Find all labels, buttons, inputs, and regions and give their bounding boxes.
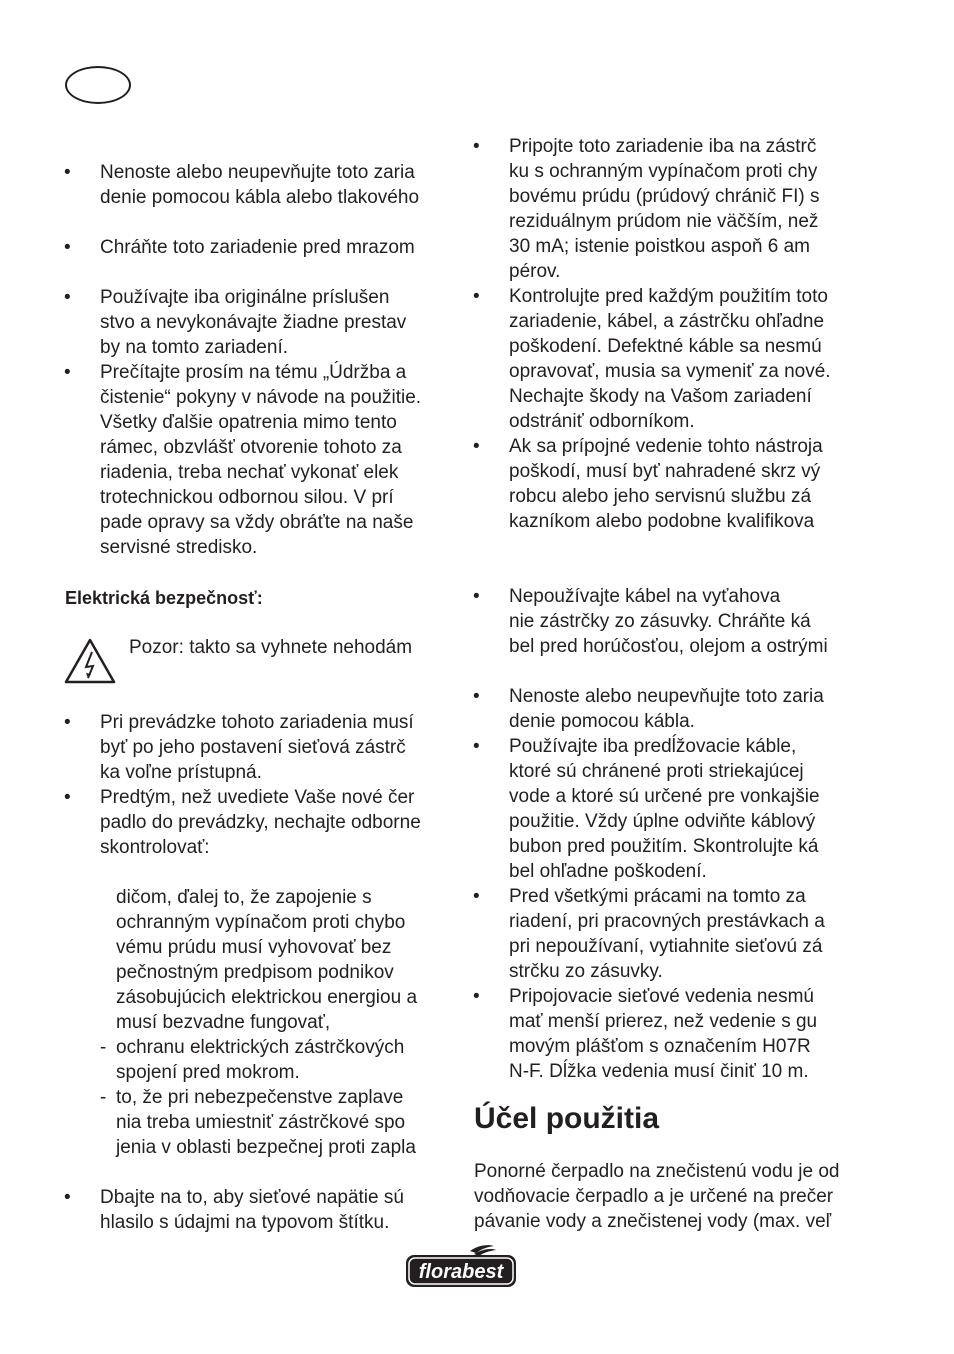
list-item-line: Dbajte na to, aby sieťové napätie sú — [100, 1187, 404, 1208]
list-item-line: riadení, pri pracovných prestávkach a — [509, 911, 825, 932]
list-item-line: padlo do prevádzky, nechajte odborne — [100, 812, 421, 833]
list-item-line: reziduálnym prúdom nie väčším, než — [509, 211, 819, 232]
list-item-line: N-F. Dĺžka vedenia musí činiť 10 m. — [509, 1061, 809, 1082]
warning-text: Pozor: takto sa vyhnete nehodám — [129, 637, 413, 658]
list-item-line: bubon pred použitím. Skontrolujte ká — [509, 836, 819, 857]
bullet-marker: • — [473, 286, 480, 307]
list-item-line: čistenie“ pokyny v návode na použitie. — [100, 387, 422, 408]
bullet-marker: • — [64, 287, 71, 308]
list-item-line: strčku zo zásuvky. — [509, 961, 663, 982]
list-item-line: poškodí, musí byť nahradené skrz vý — [509, 461, 821, 482]
sub-item-line: ochranným vypínačom proti chybo — [116, 912, 406, 933]
list-item-line: Nenoste alebo neupevňujte toto zaria — [100, 162, 415, 183]
list-item-line: opravovať, musia sa vymeniť za nové. — [509, 361, 831, 382]
list-item-line: pade opravy sa vždy obráťte na naše — [100, 512, 414, 533]
list-item-line: Používajte iba originálne príslušen — [100, 287, 390, 308]
bullet-marker: • — [473, 436, 480, 457]
list-item-line: bel ohľadne poškodení. — [509, 861, 707, 882]
list-item-line: Nepoužívajte kábel na vyťahova — [509, 586, 781, 607]
bullet-marker: • — [473, 686, 480, 707]
list-item-line: byť po jeho postavení sieťová zástrč — [100, 737, 406, 758]
bullet-marker: • — [473, 886, 480, 907]
list-item-line: denie pomocou kábla alebo tlakového — [100, 187, 420, 208]
sub-item-line: vému prúdu musí vyhovovať bez — [116, 937, 392, 958]
paragraph-line: vodňovacie čerpadlo a je určené na prečer — [474, 1186, 834, 1207]
list-item-line: zariadenie, kábel, a zástrčku ohľadne — [509, 311, 825, 332]
list-item-line: pri nepoužívaní, vytiahnite sieťovú zá — [509, 936, 823, 957]
bullet-marker: • — [64, 787, 71, 808]
sub-item-line: ochranu elektrických zástrčkových — [116, 1037, 405, 1058]
sub-item-line: nia treba umiestniť zástrčkové spo — [116, 1112, 406, 1133]
bullet-marker: • — [473, 136, 480, 157]
bullet-marker: • — [64, 1187, 71, 1208]
list-item-line: ka voľne prístupná. — [100, 762, 262, 783]
electrical-safety-heading: Elektrická bezpečnosť: — [65, 588, 263, 608]
bullet-marker: • — [473, 736, 480, 757]
list-item-line: ku s ochranným vypínačom proti chy — [509, 161, 818, 182]
sub-item-line: jenia v oblasti bezpečnej proti zapla — [116, 1137, 416, 1158]
list-item-line: odstrániť odborníkom. — [509, 411, 695, 432]
list-item-line: Nechajte škody na Vašom zariadení — [509, 386, 812, 407]
sub-item-line: spojení pred mokrom. — [116, 1062, 300, 1083]
list-item-line: hlasilo s údajmi na typovom štítku. — [100, 1212, 390, 1233]
logo-text: florabest — [418, 1261, 504, 1283]
bullet-marker: • — [64, 162, 71, 183]
bullet-marker: • — [64, 362, 71, 383]
list-item-line: riadenia, treba nechať vykonať elek — [100, 462, 399, 483]
list-item-line: bel pred horúčosťou, olejom a ostrými — [509, 636, 828, 657]
list-item-line: 30 mA; istenie poistkou aspoň 6 am — [509, 236, 811, 257]
list-item-line: Pri prevádzke tohoto zariadenia musí — [100, 712, 414, 733]
list-item-line: vode a ktoré sú určené pre vonkajšie — [509, 786, 820, 807]
list-item-line: mať menší prierez, než vedenie s gu — [509, 1011, 818, 1032]
list-item-line: poškodení. Defektné káble sa nesmú — [509, 336, 822, 357]
sub-item-line: musí bezvadne fungovať, — [116, 1012, 331, 1033]
list-item-line: stvo a nevykonávajte žiadne prestav — [100, 312, 407, 333]
list-item-line: Prečítajte prosím na tému „Údržba a — [100, 362, 407, 383]
list-item-line: movým plášťom s označením H07R — [509, 1036, 811, 1057]
sub-item-line: dičom, ďalej to, že zapojenie s — [116, 887, 372, 908]
list-item-line: trotechnickou odbornou silou. V prí — [100, 487, 394, 508]
sub-item-line: zásobujúcich elektrickou energiou a — [116, 987, 418, 1008]
list-item-line: robcu alebo jeho servisnú službu zá — [509, 486, 812, 507]
list-item-line: Nenoste alebo neupevňujte toto zaria — [509, 686, 824, 707]
list-item-line: Pripojovacie sieťové vedenia nesmú — [509, 986, 814, 1007]
list-item-line: by na tomto zariadení. — [100, 337, 288, 358]
paragraph-line: pávanie vody a znečistenej vody (max. veľ — [474, 1211, 832, 1232]
paragraph-line: Ponorné čerpadlo na znečistenú vodu je od — [474, 1161, 840, 1182]
sub-item-line: to, že pri nebezpečenstve zaplave — [116, 1087, 404, 1108]
list-item-line: Kontrolujte pred každým použitím toto — [509, 286, 828, 307]
list-item-line: servisné stredisko. — [100, 537, 258, 558]
language-code-oval — [65, 66, 131, 104]
bullet-marker: • — [64, 237, 71, 258]
high-voltage-warning-icon — [64, 638, 116, 684]
dash-marker: - — [100, 1087, 107, 1108]
list-item-line: Používajte iba predĺžovacie káble, — [509, 736, 797, 757]
list-item-line: denie pomocou kábla. — [509, 711, 695, 732]
list-item-line: pérov. — [509, 261, 561, 282]
list-item-line: rámec, obzvlášť otvorenie tohoto za — [100, 437, 402, 458]
list-item-line: Chráňte toto zariadenie pred mrazom — [100, 237, 415, 258]
bullet-marker: • — [473, 986, 480, 1007]
list-item-line: použitie. Vždy úplne odviňte káblový — [509, 811, 816, 832]
list-item-line: Pripojte toto zariadenie iba na zástrč — [509, 136, 817, 157]
list-item-line: kazníkom alebo podobne kvalifikova — [509, 511, 815, 532]
list-item-line: Pred všetkými prácami na tomto za — [509, 886, 806, 907]
dash-marker: - — [100, 1037, 107, 1058]
sub-item-line: pečnostným predpisom podnikov — [116, 962, 394, 983]
list-item-line: nie zástrčky zo zásuvky. Chráňte ká — [509, 611, 811, 632]
bullet-marker: • — [64, 712, 71, 733]
list-item-line: Predtým, než uvediete Vaše nové čer — [100, 787, 415, 808]
bullet-marker: • — [473, 586, 480, 607]
list-item-line: Ak sa prípojné vedenie tohto nástroja — [509, 436, 823, 457]
list-item-line: ktoré sú chránené proti striekajúcej — [509, 761, 804, 782]
list-item-line: Všetky ďalšie opatrenia mimo tento — [100, 412, 397, 433]
list-item-line: skontrolovať: — [100, 837, 210, 858]
list-item-line: bovému prúdu (prúdový chránič FI) s — [509, 186, 820, 207]
section-title: Účel použitia — [474, 1102, 660, 1135]
florabest-logo — [404, 1243, 518, 1289]
